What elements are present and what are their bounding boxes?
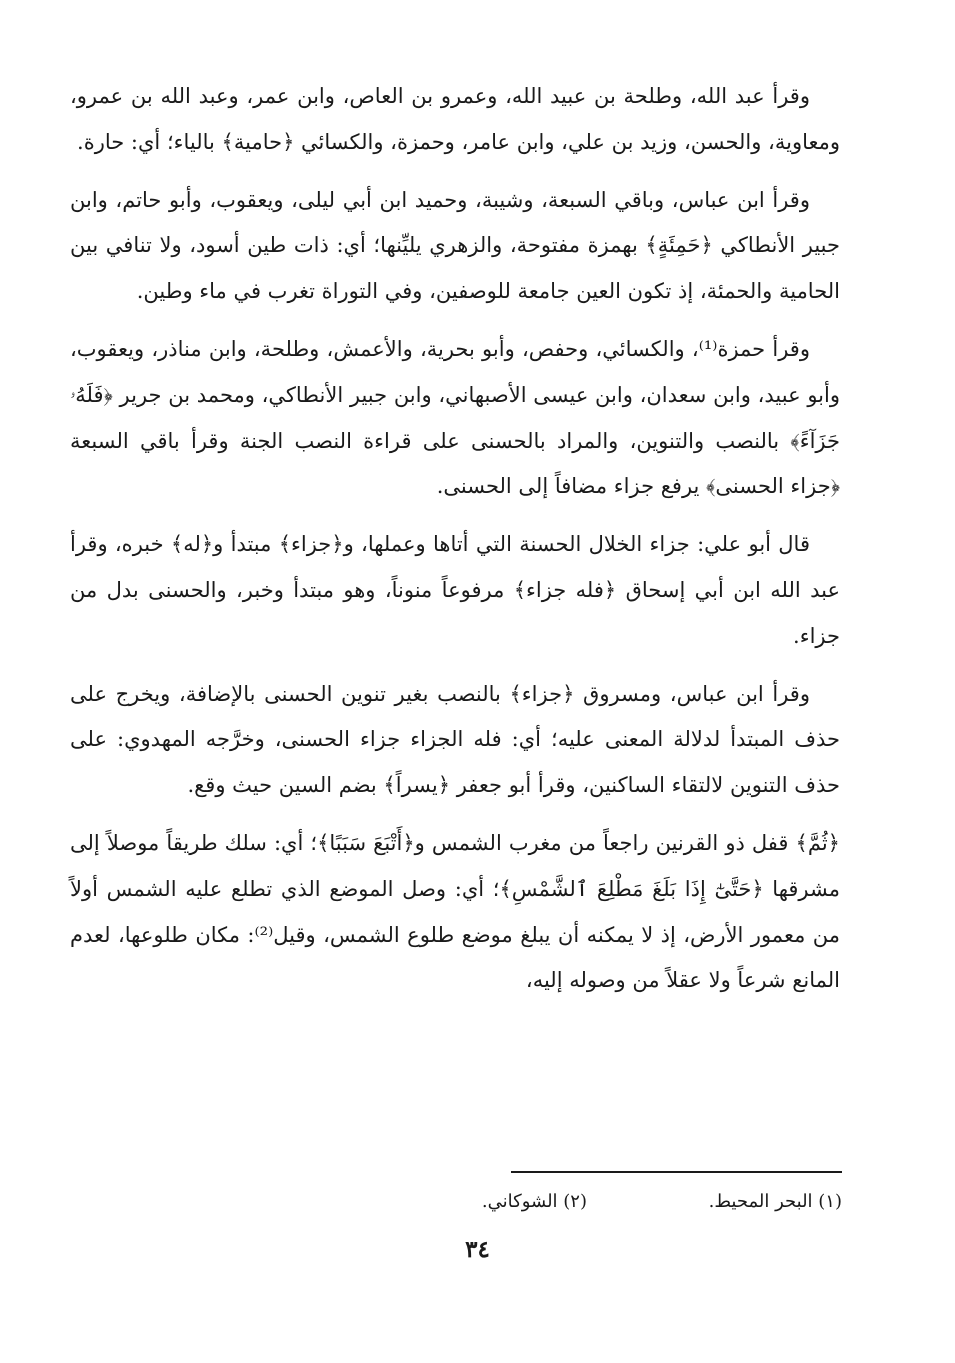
paragraph-3	[70, 327, 840, 510]
paragraph-1-text: وقرأ عبد الله، وطلحة بن عبيد الله، وعمرو بن العاص، وابن عمر، وعبد الله بن عمرو، ومعاوية، والحسن، وزيد بن علي، وابن عامر، وحمزة، والكسائي ﴿حامية﴾ بالياء؛ أي: حارة.	[70, 84, 840, 154]
footnote-separator	[511, 1171, 842, 1173]
paragraph-6-text: ﴿ثُمَّ﴾ قفل ذو القرنين راجعاً من مغرب الشمس و﴿أَتْبَعَ سَبَبًا﴾؛ أي: سلك طريقاً موصلاً إلى مشرقها ﴿حَتَّىٰٓ إِذَا بَلَغَ مَطْلِعَ ٱلشَّمْسِ﴾؛ أي: وصل الموضع الذي تطلع عليه الشمس أولاً من معمور الأرض، إذ لا يمكنه أن يبلغ موضع طلوع الشمس، وقيل⁽²⁾: مكان طلوعها، لعدم المانع شرعاً ولا عقلاً من وصوله إليه،	[70, 830, 840, 993]
paragraph-2	[70, 178, 840, 315]
paragraph-5-text: وقرأ ابن عباس، ومسروق ﴿جزاء﴾ بالنصب بغير تنوين الحسنى بالإضافة، ويخرج على حذف المبتدأ لدلالة المعنى عليه؛ أي: فله الجزاء جزاء الحسنى، وخرَّجه المهدوي: على حذف التنوين لالتقاء الساكنين، وقرأ أبو جعفر ﴿يسراً﴾ بضم السين حيث وقع.	[70, 681, 840, 798]
paragraph-4	[70, 522, 840, 659]
paragraph-2-text: وقرأ ابن عباس، وباقي السبعة، وشيبة، وحميد ابن أبي ليلى، ويعقوب، وأبو حاتم، وابن جبير الأنطاكي ﴿حَمِئَةٍ﴾ بهمزة مفتوحة، والزهري يليِّنها؛ أي: ذات طين أسود، ولا تنافي بين الحامية والحمئة، إذ تكون العين جامعة للوصفين، وفي التوراة تغرب في ماء وطين.	[70, 187, 840, 304]
footnote-1: (١) البحر المحيط.	[708, 1191, 842, 1212]
main-text	[70, 74, 840, 1016]
paragraph-6	[70, 821, 840, 1004]
paragraph-3-text: وقرأ حمزة⁽¹⁾، والكسائي، وحفص، وأبو بحرية، والأعمش، وطلحة، وابن مناذر، ويعقوب، وأبو عبيد، وابن سعدان، وابن عيسى الأصبهاني، وابن جبير الأنطاكي، ومحمد بن جرير ﴿فَلَهُۥ جَزَآءً﴾ بالنصب والتنوين، والمراد بالحسنى على قراءة النصب الجنة وقرأ باقي السبعة ﴿جزاء الحسنى﴾ يرفع جزاء مضافاً إلى الحسنى.	[70, 336, 840, 499]
paragraph-1	[70, 74, 840, 166]
paragraph-5	[70, 672, 840, 809]
footnotes	[242, 1187, 842, 1217]
paragraph-4-text: قال أبو علي: جزاء الخلال الحسنة التي أتاها وعملها، و﴿جزاء﴾ مبتدأ و﴿له﴾ خبره، وقرأ عبد الله ابن أبي إسحاق ﴿فله جزاء﴾ مرفوعاً منوناً، وهو مبتدأ وخبر، والحسنى بدل من جزاء.	[70, 532, 840, 648]
page-number: ٣٤	[465, 1236, 490, 1263]
footnote-2: (٢) الشوكاني.	[481, 1191, 587, 1212]
